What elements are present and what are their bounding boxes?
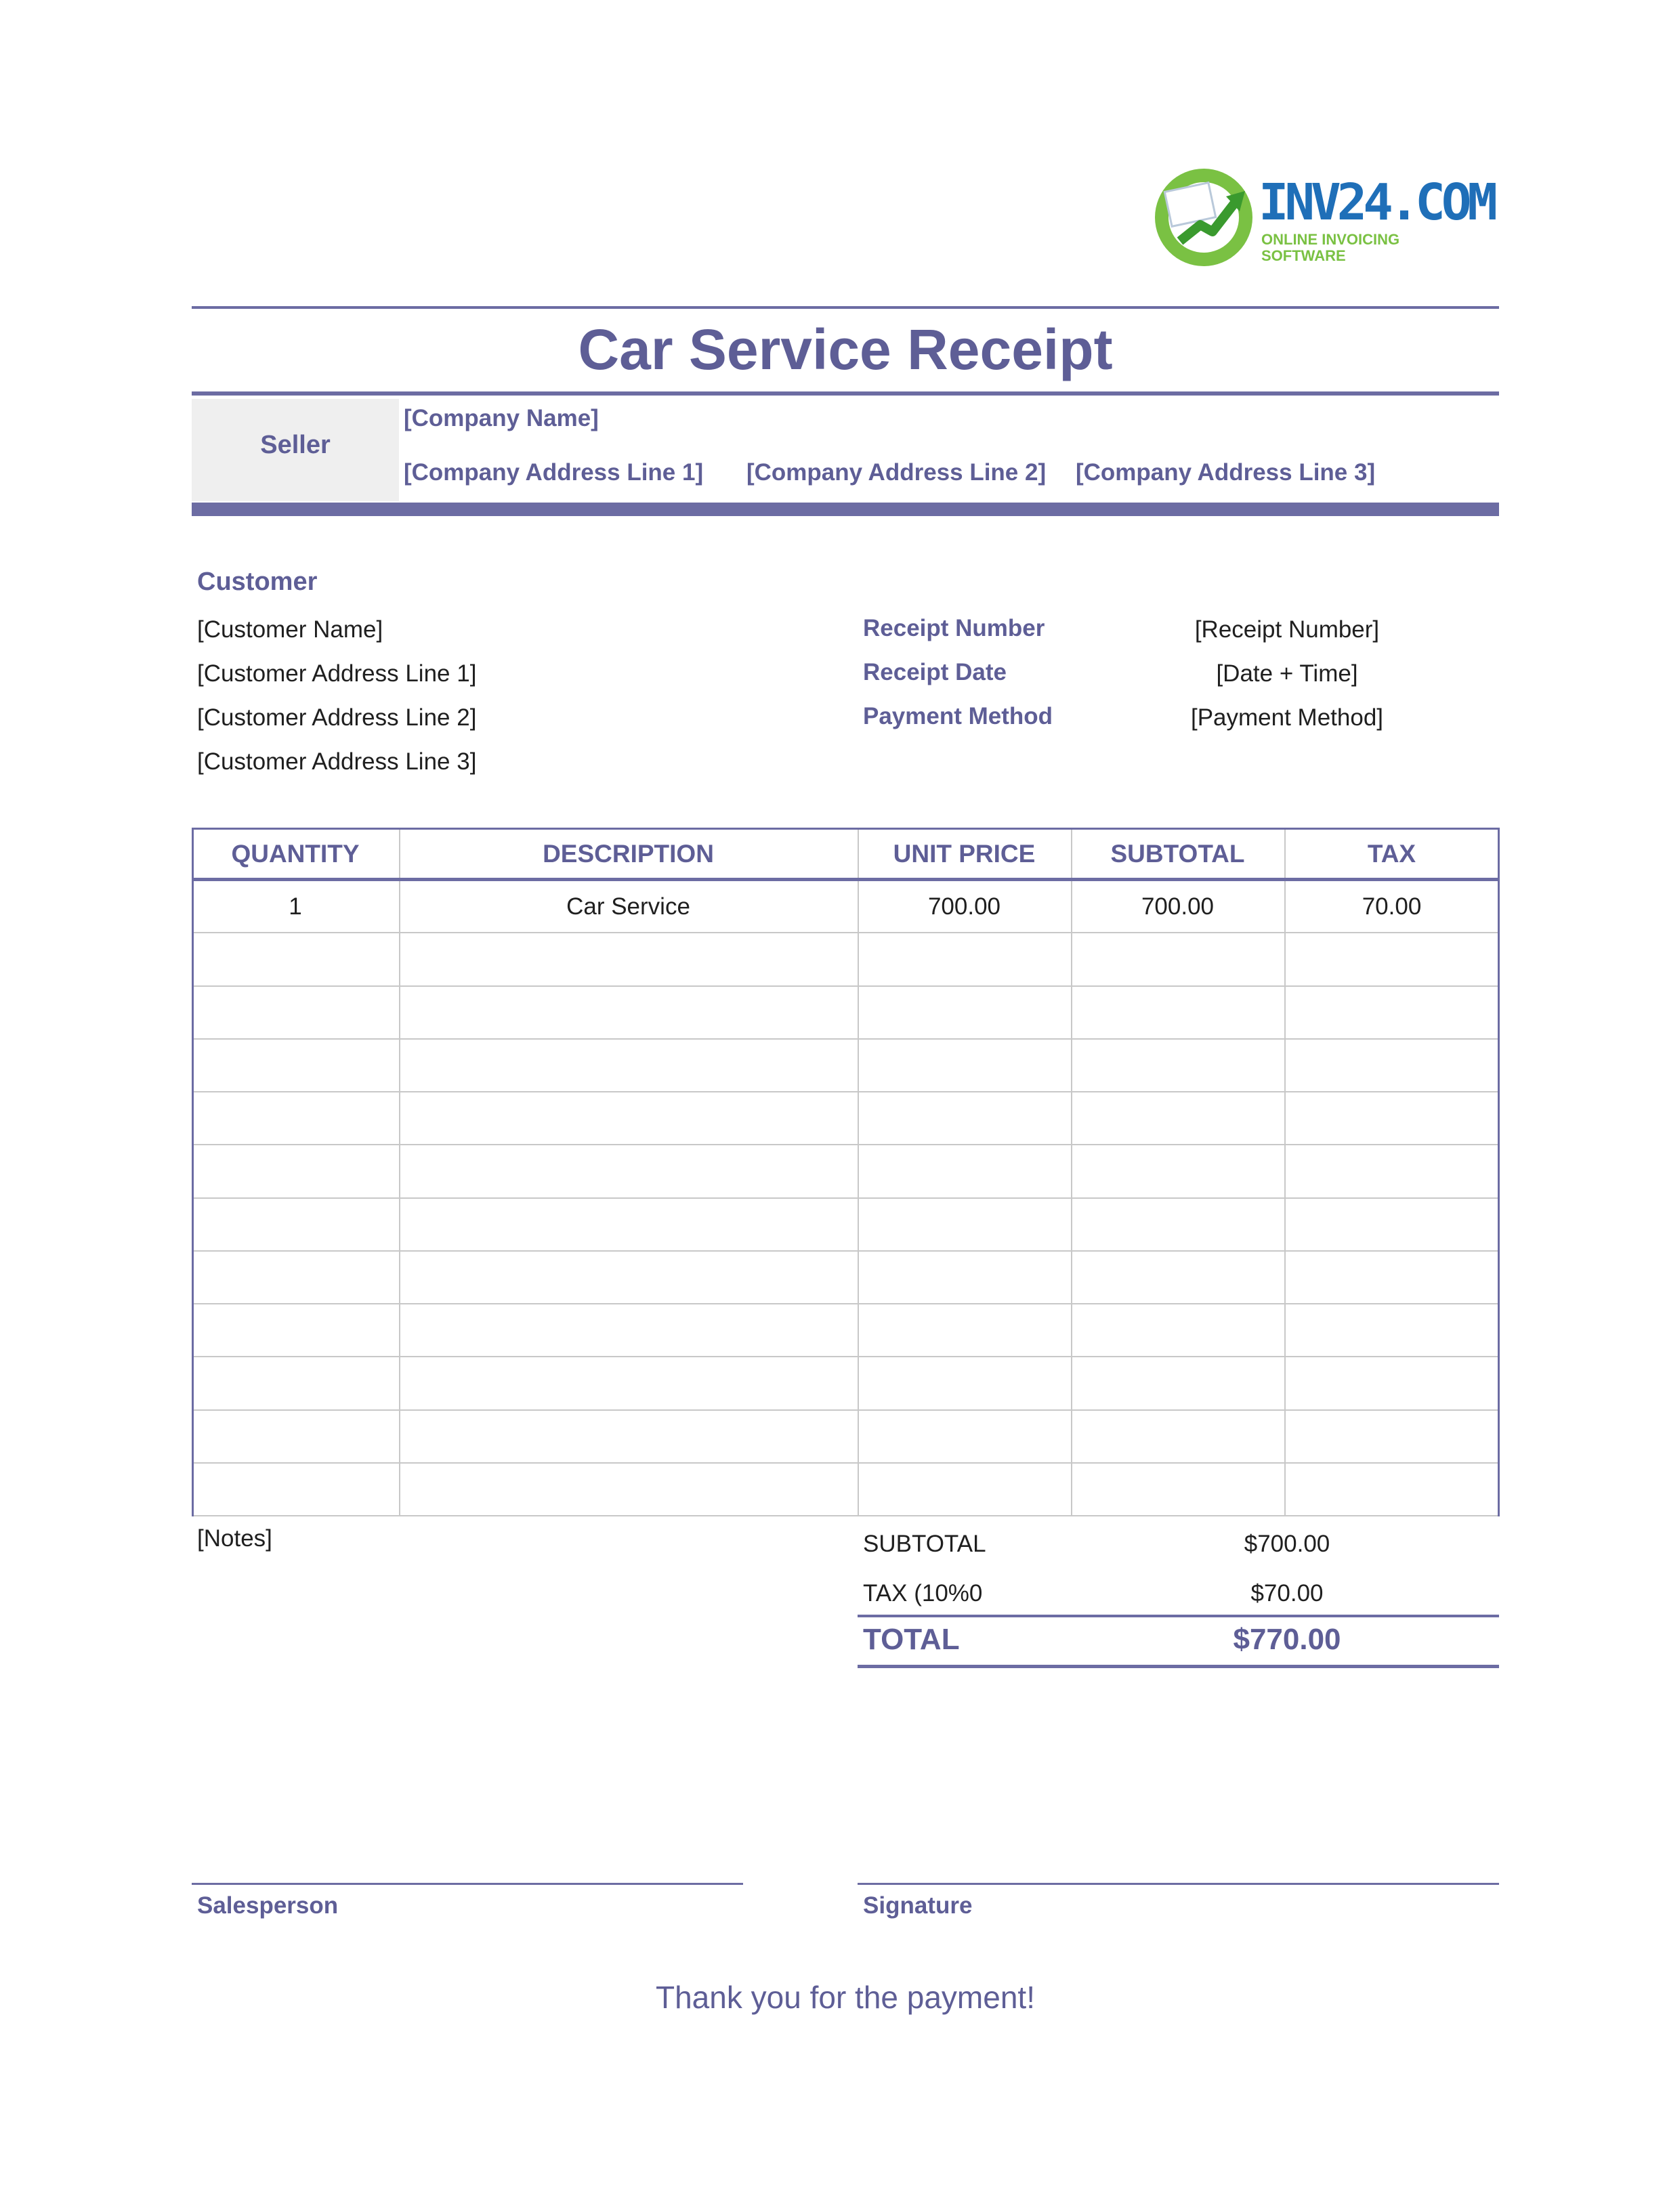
cell-quantity: [192, 1040, 399, 1092]
cell-quantity: [192, 1199, 399, 1252]
cell-unit-price: [858, 1357, 1071, 1410]
cell-subtotal: [1071, 1092, 1284, 1145]
cell-unit-price: 700.00: [927, 893, 1001, 920]
cell-tax: [1284, 933, 1499, 986]
cell-description: [399, 1411, 858, 1464]
receipt-date-value: [Date + Time]: [1216, 660, 1358, 687]
items-table: [192, 828, 1499, 1516]
cell-tax: [1284, 1357, 1499, 1410]
cell-subtotal: [1071, 1145, 1284, 1198]
total-value: $770.00: [1233, 1623, 1341, 1656]
total-label: TOTAL: [863, 1623, 960, 1656]
cell-description: [399, 1304, 858, 1357]
signature-line: [858, 1883, 1499, 1885]
cell-subtotal: [1071, 1199, 1284, 1252]
cell-unit-price: [858, 1252, 1071, 1304]
seller-address-line-2: [Company Address Line 2]: [746, 459, 1047, 486]
seller-address-line-1: [Company Address Line 1]: [404, 459, 704, 486]
cell-unit-price: [858, 1411, 1071, 1464]
header-description: DESCRIPTION: [543, 840, 714, 868]
cell-subtotal: [1071, 1040, 1284, 1092]
cell-tax: [1284, 1092, 1499, 1145]
receipt-number-value: [Receipt Number]: [1194, 616, 1380, 643]
salesperson-label: Salesperson: [197, 1892, 339, 1919]
cell-unit-price: [858, 1145, 1071, 1198]
cell-subtotal: 700.00: [1141, 893, 1215, 920]
header-unit-price: UNIT PRICE: [893, 840, 1036, 868]
cell-quantity: 1: [289, 893, 302, 920]
seller-bottom-band: [192, 503, 1499, 516]
cell-quantity: [192, 1411, 399, 1464]
salesperson-line: [192, 1883, 743, 1885]
cell-description: [399, 987, 858, 1040]
row-separator: [192, 1515, 1499, 1516]
cell-description: [399, 1357, 858, 1410]
cell-quantity: [192, 933, 399, 986]
notes: [Notes]: [197, 1525, 272, 1552]
cell-tax: [1284, 1411, 1499, 1464]
chart-arrow-icon: [1153, 167, 1255, 268]
cell-tax: [1284, 1304, 1499, 1357]
cell-unit-price: [858, 1199, 1071, 1252]
payment-method-value: [Payment Method]: [1190, 704, 1384, 731]
cell-quantity: [192, 1092, 399, 1145]
cell-tax: [1284, 1464, 1499, 1516]
cell-tax: [1284, 1145, 1499, 1198]
title-bottom-rule: [192, 391, 1499, 396]
customer-address-line-1: [Customer Address Line 1]: [197, 660, 477, 687]
column-separator: [1284, 828, 1286, 1516]
cell-unit-price: [858, 1464, 1071, 1516]
logo-brand: INV24.COM: [1259, 173, 1494, 232]
cell-subtotal: [1071, 1411, 1284, 1464]
cell-subtotal: [1071, 1464, 1284, 1516]
header-subtotal: SUBTOTAL: [1110, 840, 1245, 868]
table-top-rule: [192, 828, 1499, 830]
cell-unit-price: [858, 1092, 1071, 1145]
column-separator: [399, 828, 400, 1516]
customer-address-line-2: [Customer Address Line 2]: [197, 704, 477, 731]
cell-description: [399, 1464, 858, 1516]
title-top-rule: [192, 306, 1499, 309]
cell-subtotal: [1071, 1304, 1284, 1357]
cell-tax: [1284, 1252, 1499, 1304]
cell-tax: [1284, 987, 1499, 1040]
cell-quantity: [192, 1252, 399, 1304]
cell-unit-price: [858, 987, 1071, 1040]
cell-tax: [1284, 1199, 1499, 1252]
page-title: Car Service Receipt: [578, 318, 1113, 381]
receipt-number-label: Receipt Number: [863, 615, 1045, 641]
thank-you-message: Thank you for the payment!: [656, 1980, 1035, 2015]
receipt-date-label: Receipt Date: [863, 659, 1007, 685]
logo: [1153, 167, 1494, 268]
cell-description: Car Service: [566, 893, 690, 920]
cell-quantity: [192, 1304, 399, 1357]
cell-unit-price: [858, 933, 1071, 986]
seller-address-line-3: [Company Address Line 3]: [1076, 459, 1376, 486]
column-separator: [1498, 828, 1500, 1516]
customer-name: [Customer Name]: [197, 616, 383, 643]
cell-quantity: [192, 1357, 399, 1410]
payment-method-label: Payment Method: [863, 703, 1053, 729]
cell-description: [399, 1199, 858, 1252]
customer-address-line-3: [Customer Address Line 3]: [197, 748, 477, 775]
tax-value: $70.00: [1250, 1580, 1324, 1607]
subtotal-value: $700.00: [1244, 1531, 1330, 1557]
logo-tagline: ONLINE INVOICING SOFTWARE: [1261, 231, 1400, 264]
header-tax: TAX: [1367, 840, 1416, 868]
tax-label: TAX (10%0: [863, 1580, 983, 1607]
cell-subtotal: [1071, 933, 1284, 986]
total-top-rule: [858, 1615, 1499, 1617]
cell-subtotal: [1071, 987, 1284, 1040]
cell-description: [399, 933, 858, 986]
cell-quantity: [192, 1464, 399, 1516]
cell-subtotal: [1071, 1252, 1284, 1304]
total-bottom-rule: [858, 1665, 1499, 1668]
column-separator: [858, 828, 859, 1516]
cell-unit-price: [858, 1040, 1071, 1092]
header-quantity: QUANTITY: [231, 840, 360, 868]
cell-tax: 70.00: [1362, 893, 1422, 920]
column-separator: [1071, 828, 1072, 1516]
header-bottom-rule: [192, 878, 1499, 881]
cell-description: [399, 1145, 858, 1198]
cell-description: [399, 1040, 858, 1092]
cell-unit-price: [858, 1304, 1071, 1357]
signature-label: Signature: [863, 1892, 973, 1919]
cell-tax: [1284, 1040, 1499, 1092]
cell-description: [399, 1092, 858, 1145]
seller-company-name: [Company Name]: [404, 405, 599, 431]
cell-quantity: [192, 1145, 399, 1198]
customer-heading: Customer: [197, 568, 318, 596]
cell-description: [399, 1252, 858, 1304]
subtotal-label: SUBTOTAL: [863, 1531, 986, 1557]
seller-label: Seller: [260, 431, 331, 459]
cell-subtotal: [1071, 1357, 1284, 1410]
column-separator: [192, 828, 194, 1516]
cell-quantity: [192, 987, 399, 1040]
